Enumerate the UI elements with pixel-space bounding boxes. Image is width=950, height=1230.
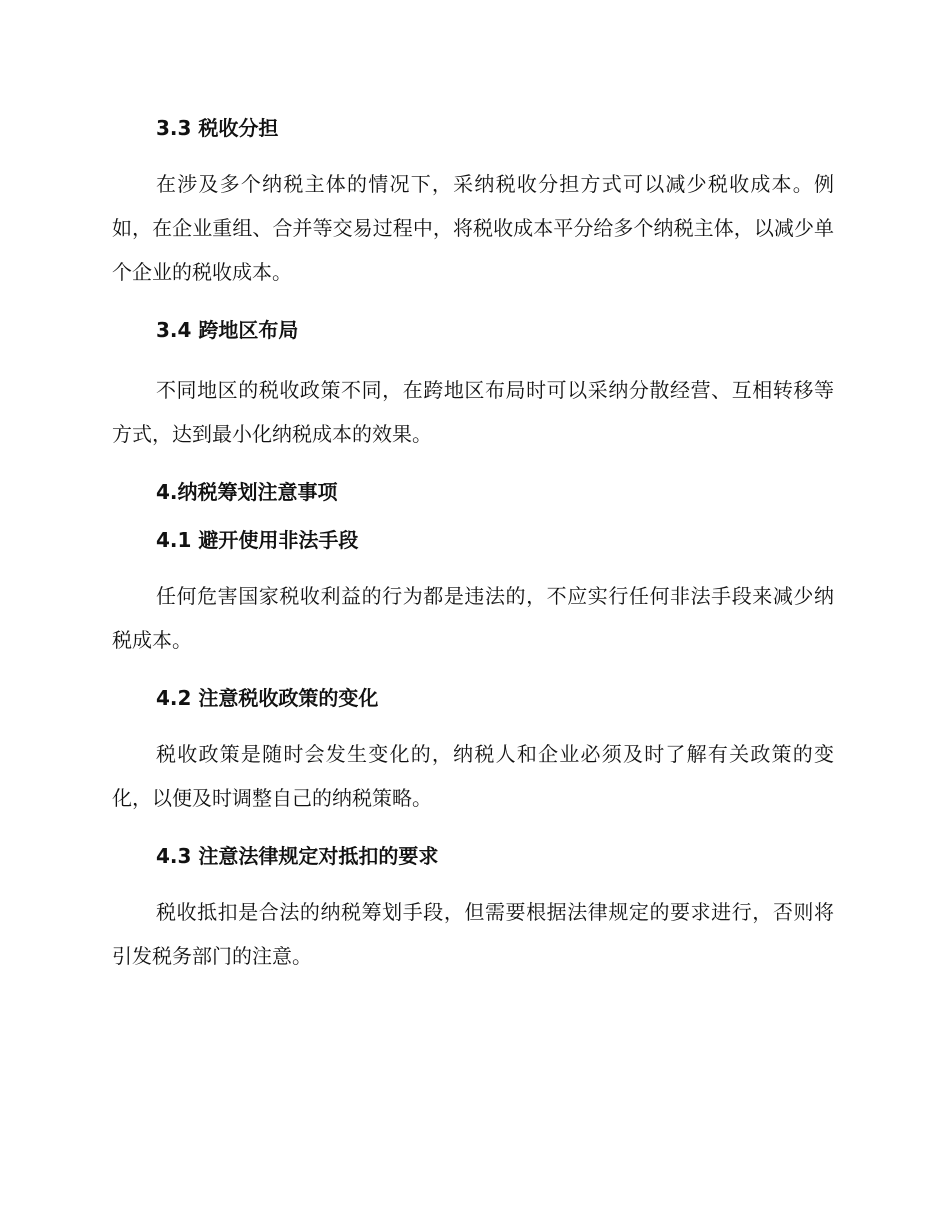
document-page (112, 112, 834, 978)
section-heading-4-2: 4.2 注意税收政策的变化 (156, 686, 379, 710)
section-paragraph-4-2: 税收政策是随时会发生变化的，纳税人和企业必须及时了解有关政策的变化，以便及时调整自己的纳税策略。 (112, 742, 834, 810)
section-paragraph-4-1: 任何危害国家税收利益的行为都是违法的，不应实行任何非法手段来减少纳税成本。 (112, 584, 834, 652)
section-paragraph-3-4: 不同地区的税收政策不同，在跨地区布局时可以采纳分散经营、互相转移等方式，达到最小化纳税成本的效果。 (112, 378, 834, 446)
section-heading-3-3: 3.3 税收分担 (156, 116, 279, 140)
section-paragraph-4-3: 税收抵扣是合法的纳税筹划手段，但需要根据法律规定的要求进行，否则将引发税务部门的注意。 (112, 900, 834, 968)
section-heading-4-1: 4.1 避开使用非法手段 (156, 528, 359, 552)
section-paragraph-3-3: 在涉及多个纳税主体的情况下，采纳税收分担方式可以减少税收成本。例如，在企业重组、合并等交易过程中，将税收成本平分给多个纳税主体，以减少单个企业的税收成本。 (112, 172, 834, 284)
section-heading-3-4: 3.4 跨地区布局 (156, 318, 299, 342)
section-heading-4-3: 4.3 注意法律规定对抵扣的要求 (156, 844, 439, 868)
chapter-heading-4: 4.纳税筹划注意事项 (156, 480, 338, 504)
